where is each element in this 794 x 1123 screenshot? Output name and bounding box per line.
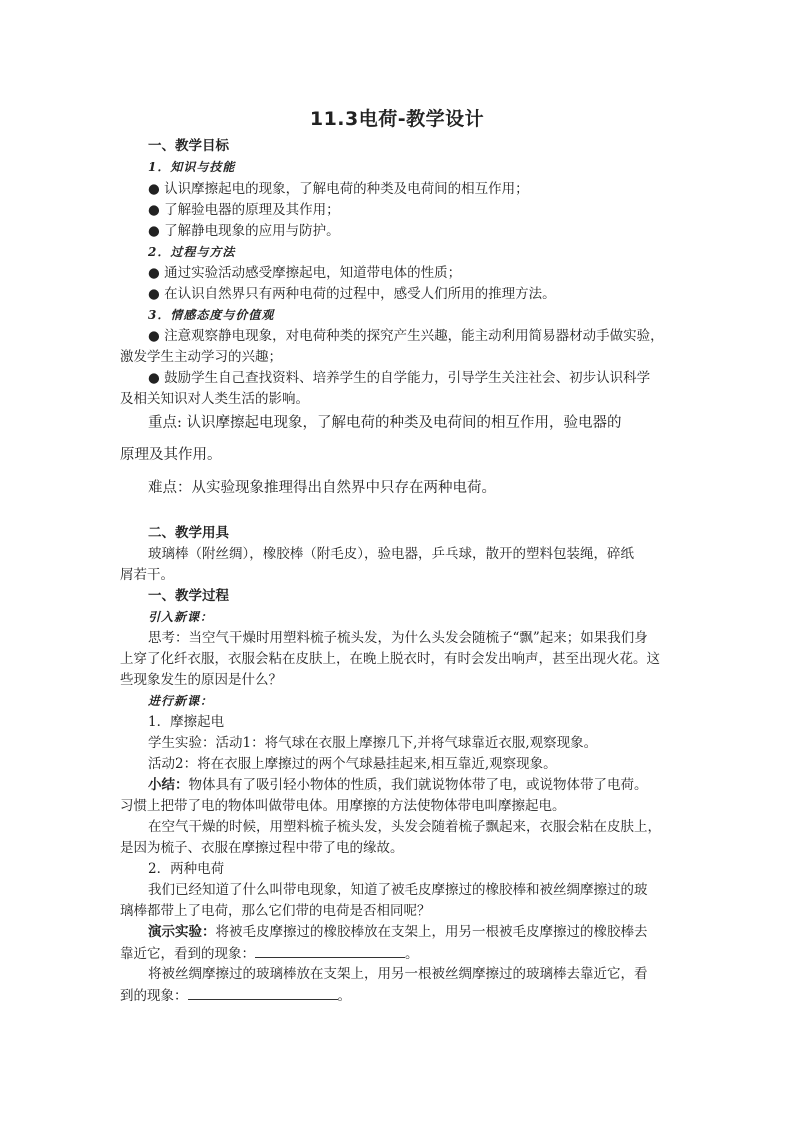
bullet-item-continued: 及相关知识对人类生活的影响。 [120, 391, 309, 407]
bullet-item: ● 了解验电器的原理及其作用； [148, 202, 340, 218]
explanation-text: 在空气干燥的时候，用塑料梳子梳头发，头发会随着梳子飘起来，衣服会粘在皮肤上， [148, 819, 661, 835]
subheading-knowledge: 1．知识与技能 [148, 160, 236, 174]
demo-observation-prompt: 靠近它，看到的现象： [120, 946, 255, 962]
demo-text [148, 923, 648, 941]
subheading-intro: 引入新课： [148, 610, 214, 624]
bullet-item: ● 认识摩擦起电的现象，了解电荷的种类及电荷间的相互作用； [148, 181, 529, 197]
glass-rod-text-continued [120, 986, 351, 1005]
explanation-text-continued: 是因为梳子、衣服在摩擦过程中带了电的缘故。 [120, 840, 404, 856]
summary-text-continued: 习惯上把带了电的物体叫做带电体。用摩擦的方法使物体带电叫摩擦起电。 [120, 798, 566, 814]
summary-label: 小结： [148, 777, 189, 793]
tools-text: 玻璃棒（附丝绸），橡胶棒（附毛皮），验电器，乒乓球，散开的塑料包装绳，碎纸 [148, 546, 634, 562]
paragraph-text-continued: 璃棒都带上了电荷，那么它们带的电荷是否相同呢？ [120, 903, 431, 919]
demo-text-continued [120, 944, 419, 963]
tools-text-continued: 屑若干。 [120, 567, 174, 583]
document-title: 11.3电荷-教学设计 [309, 108, 485, 130]
glass-rod-text: 将被丝绸摩擦过的玻璃棒放在支架上，用另一根被丝绸摩擦过的玻璃棒去靠近它，看 [148, 966, 648, 982]
bullet-item: ● 注意观察静电现象，对电荷种类的探究产生兴趣，能主动利用简易器材动手做实验， [148, 328, 664, 344]
subheading-new-lesson: 进行新课： [148, 694, 214, 708]
summary-text [148, 776, 648, 794]
demo-body: 将被毛皮摩擦过的橡胶棒放在支架上，用另一根被毛皮摩擦过的橡胶棒去 [215, 924, 648, 940]
section-heading-objectives: 一、教学目标 [148, 138, 229, 154]
bullet-item: ● 通过实验活动感受摩擦起电，知道带电体的性质； [148, 265, 462, 281]
period: 。 [405, 946, 419, 962]
period: 。 [337, 988, 351, 1004]
section-heading-process: 一、教学过程 [148, 588, 229, 604]
difficult-points: 难点：从实验现象推理得出自然界中只存在两种电荷。 [148, 480, 496, 496]
subheading-attitude: 3．情感态度与价值观 [148, 308, 275, 322]
key-points: 重点: 认识摩擦起电现象，了解电荷的种类及电荷间的相互作用，验电器的 [148, 415, 622, 431]
glass-observation-prompt: 到的现象： [120, 988, 188, 1004]
experiment-text: 活动2：将在衣服上摩擦过的两个气球悬挂起来,相互靠近,观察现象。 [148, 756, 557, 772]
paragraph-text: 我们已经知道了什么叫带电现象，知道了被毛皮摩擦过的橡胶棒和被丝绸摩擦过的玻 [148, 882, 648, 898]
bullet-item: ● 鼓励学生自己查找资料、培养学生的自学能力，引导学生关注社会、初步认识科学 [148, 370, 651, 386]
bullet-item: ● 在认识自然界只有两种电荷的过程中，感受人们所用的推理方法。 [148, 286, 556, 302]
answer-blank[interactable] [188, 986, 338, 1000]
subheading-process: 2．过程与方法 [148, 245, 236, 259]
key-points-continued: 原理及其作用。 [120, 447, 222, 463]
summary-body: 物体具有了吸引轻小物体的性质，我们就说物体带了电，或说物体带了电荷。 [188, 777, 648, 793]
bullet-item-continued: 激发学生主动学习的兴趣； [120, 349, 282, 365]
demo-label: 演示实验： [148, 924, 216, 940]
section-heading-tools: 二、教学用具 [148, 525, 229, 541]
question-text-continued: 上穿了化纤衣服，衣服会粘在皮肤上，在晚上脱衣时，有时会发出响声，甚至出现火花。这 [120, 651, 660, 667]
question-text: 思考：当空气干燥时用塑料梳子梳头发，为什么头发会随梳子“飘”起来；如果我们身 [148, 630, 648, 646]
answer-blank[interactable] [255, 944, 405, 958]
topic-heading: 2．两种电荷 [148, 861, 225, 877]
question-text-continued: 些现象发生的原因是什么？ [120, 672, 282, 688]
topic-heading: 1．摩擦起电 [148, 714, 225, 730]
experiment-text: 学生实验：活动1：将气球在衣服上摩擦几下,并将气球靠近衣服,观察现象。 [148, 735, 598, 751]
bullet-item: ● 了解静电现象的应用与防护。 [148, 223, 340, 239]
